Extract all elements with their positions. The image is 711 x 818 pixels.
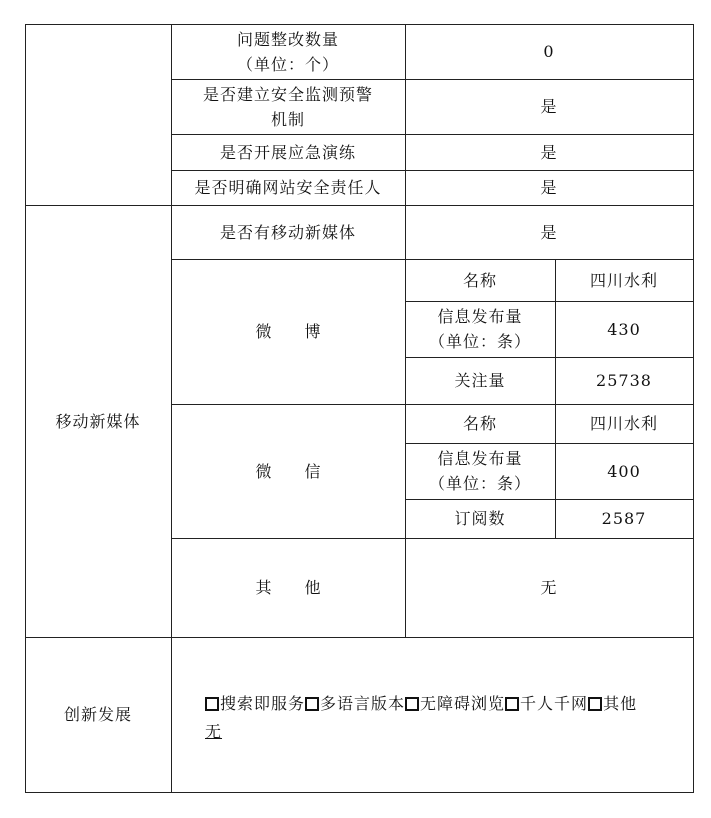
weibo-label: 微 博 <box>255 322 335 341</box>
rectify-count-label <box>171 24 405 79</box>
checkbox-multilingual[interactable] <box>305 697 319 711</box>
checkbox-accessibility[interactable] <box>405 697 419 711</box>
weibo-follow-label: 关注量 <box>454 371 506 390</box>
weibo-publish-label <box>405 301 555 357</box>
wechat-name-value: 四川水利 <box>589 414 658 433</box>
checkbox-personalized[interactable] <box>505 697 519 711</box>
wechat-label: 微 信 <box>255 461 335 481</box>
innovation-section-label: 创新发展 <box>63 705 132 724</box>
option-multilingual: 多语言版本 <box>320 694 406 713</box>
other-media-value: 无 <box>540 578 558 597</box>
warning-mechanism-label <box>171 79 405 134</box>
security-responsible-label: 是否明确网站安全责任人 <box>194 178 382 197</box>
warning-mechanism-value: 是 <box>540 97 558 116</box>
option-accessibility: 无障碍浏览 <box>420 694 506 713</box>
option-personalized: 千人千网 <box>520 694 589 713</box>
weibo-publish-line1: 信息发布量 <box>437 307 523 326</box>
other-media-label: 其 他 <box>255 578 335 597</box>
grid-line <box>25 792 694 793</box>
mobile-media-section-label: 移动新媒体 <box>55 411 141 431</box>
weibo-name-label: 名称 <box>462 270 497 290</box>
wechat-publish-value: 400 <box>607 461 641 481</box>
innovation-options <box>205 690 691 746</box>
warning-label-line1: 是否建立安全监测预警 <box>202 84 373 104</box>
option-search-service: 搜索即服务 <box>220 694 306 713</box>
wechat-subscribe-value: 2587 <box>601 509 647 528</box>
rectify-label-line1: 问题整改数量 <box>236 29 339 49</box>
emergency-drill-value: 是 <box>540 142 558 162</box>
wechat-publish-label <box>405 443 555 499</box>
grid-line <box>693 24 694 793</box>
warning-label-line2: 机制 <box>270 109 305 129</box>
wechat-publish-line2: （单位：条） <box>428 474 531 493</box>
weibo-follow-value: 25738 <box>596 371 652 390</box>
option-other-value: 无 <box>205 722 223 741</box>
emergency-drill-label: 是否开展应急演练 <box>219 142 356 162</box>
rectify-count-value: 0 <box>543 42 555 61</box>
weibo-name-value: 四川水利 <box>589 270 658 290</box>
option-other: 其他 <box>603 694 638 713</box>
checkbox-other[interactable] <box>588 697 602 711</box>
has-mobile-media-label: 是否有移动新媒体 <box>219 222 356 242</box>
wechat-publish-line1: 信息发布量 <box>437 449 523 468</box>
has-mobile-media-value: 是 <box>540 222 558 242</box>
checkbox-search-service[interactable] <box>205 697 219 711</box>
security-responsible-value: 是 <box>540 178 558 197</box>
wechat-subscribe-label: 订阅数 <box>454 509 506 528</box>
weibo-publish-value: 430 <box>607 319 641 339</box>
rectify-label-line2: （单位：个） <box>236 54 339 74</box>
wechat-name-label: 名称 <box>462 414 497 433</box>
weibo-publish-line2: （单位：条） <box>428 332 531 351</box>
